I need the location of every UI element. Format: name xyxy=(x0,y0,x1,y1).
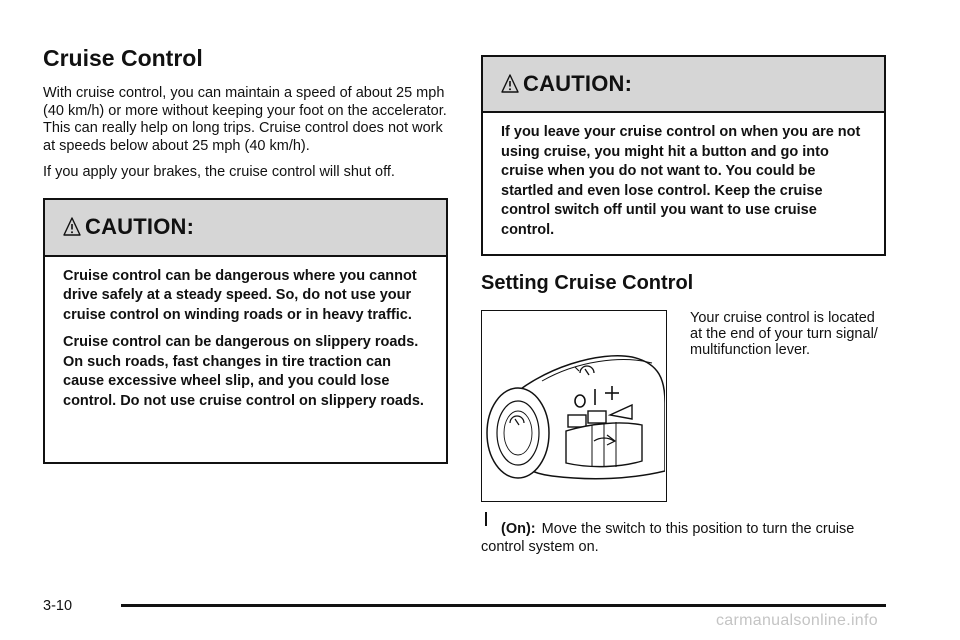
right-column xyxy=(481,55,886,556)
on-text: Move the switch to this position to turn the cruise control system on. xyxy=(481,521,855,555)
subsection-title: Setting Cruise Control xyxy=(481,272,694,294)
caution-title: CAUTION: xyxy=(523,71,633,96)
caution-header xyxy=(45,200,446,257)
multifunction-lever-icon xyxy=(482,311,665,500)
caution-body xyxy=(483,113,884,258)
left-column xyxy=(43,40,448,464)
caution-box-right xyxy=(481,55,886,256)
figure-row xyxy=(481,310,886,510)
caution-title: CAUTION: xyxy=(85,214,195,239)
warning-triangle-icon xyxy=(501,74,519,94)
on-position-description xyxy=(481,518,886,556)
caution-header xyxy=(483,57,884,113)
caution-box-left xyxy=(43,198,448,464)
brake-paragraph: If you apply your brakes, the cruise control will shut off. xyxy=(43,164,395,180)
watermark: carmanualsonline.info xyxy=(716,612,878,629)
page-number: 3-10 xyxy=(43,598,73,614)
caution-paragraph: Cruise control can be dangerous where you cannot drive safely at a steady speed. So, do not use your cruise control on winding roads or in heavy traffic. xyxy=(63,267,417,323)
warning-triangle-icon xyxy=(63,217,81,237)
caution-paragraph: If you leave your cruise control on when you are not using cruise, you might hit a button and go into cruise when you do not want to. You could be startled and even lose control. Keep the cruise control switch off until you want to use cruise control. xyxy=(501,124,861,238)
caution-body xyxy=(45,257,446,430)
figure-caption: Your cruise control is located at the end of your turn signal/ multifunction lever. xyxy=(690,310,878,358)
section-title: Cruise Control xyxy=(43,45,203,71)
intro-paragraph: With cruise control, you can maintain a speed of about 25 mph (40 km/h) or more without keeping your foot on the accelerator. This can really help on long trips. Cruise control does not work at speeds below about 25 mph (40 km/h). xyxy=(43,85,447,154)
on-position-icon xyxy=(481,518,495,534)
footer-divider xyxy=(121,604,886,607)
on-label: (On): xyxy=(501,521,536,537)
caution-paragraph: Cruise control can be dangerous on slippery roads. On such roads, fast changes in tire traction can cause excessive wheel slip, and you could lose control. Do not use cruise control on slippery roads. xyxy=(63,334,424,409)
lever-illustration xyxy=(481,310,667,502)
